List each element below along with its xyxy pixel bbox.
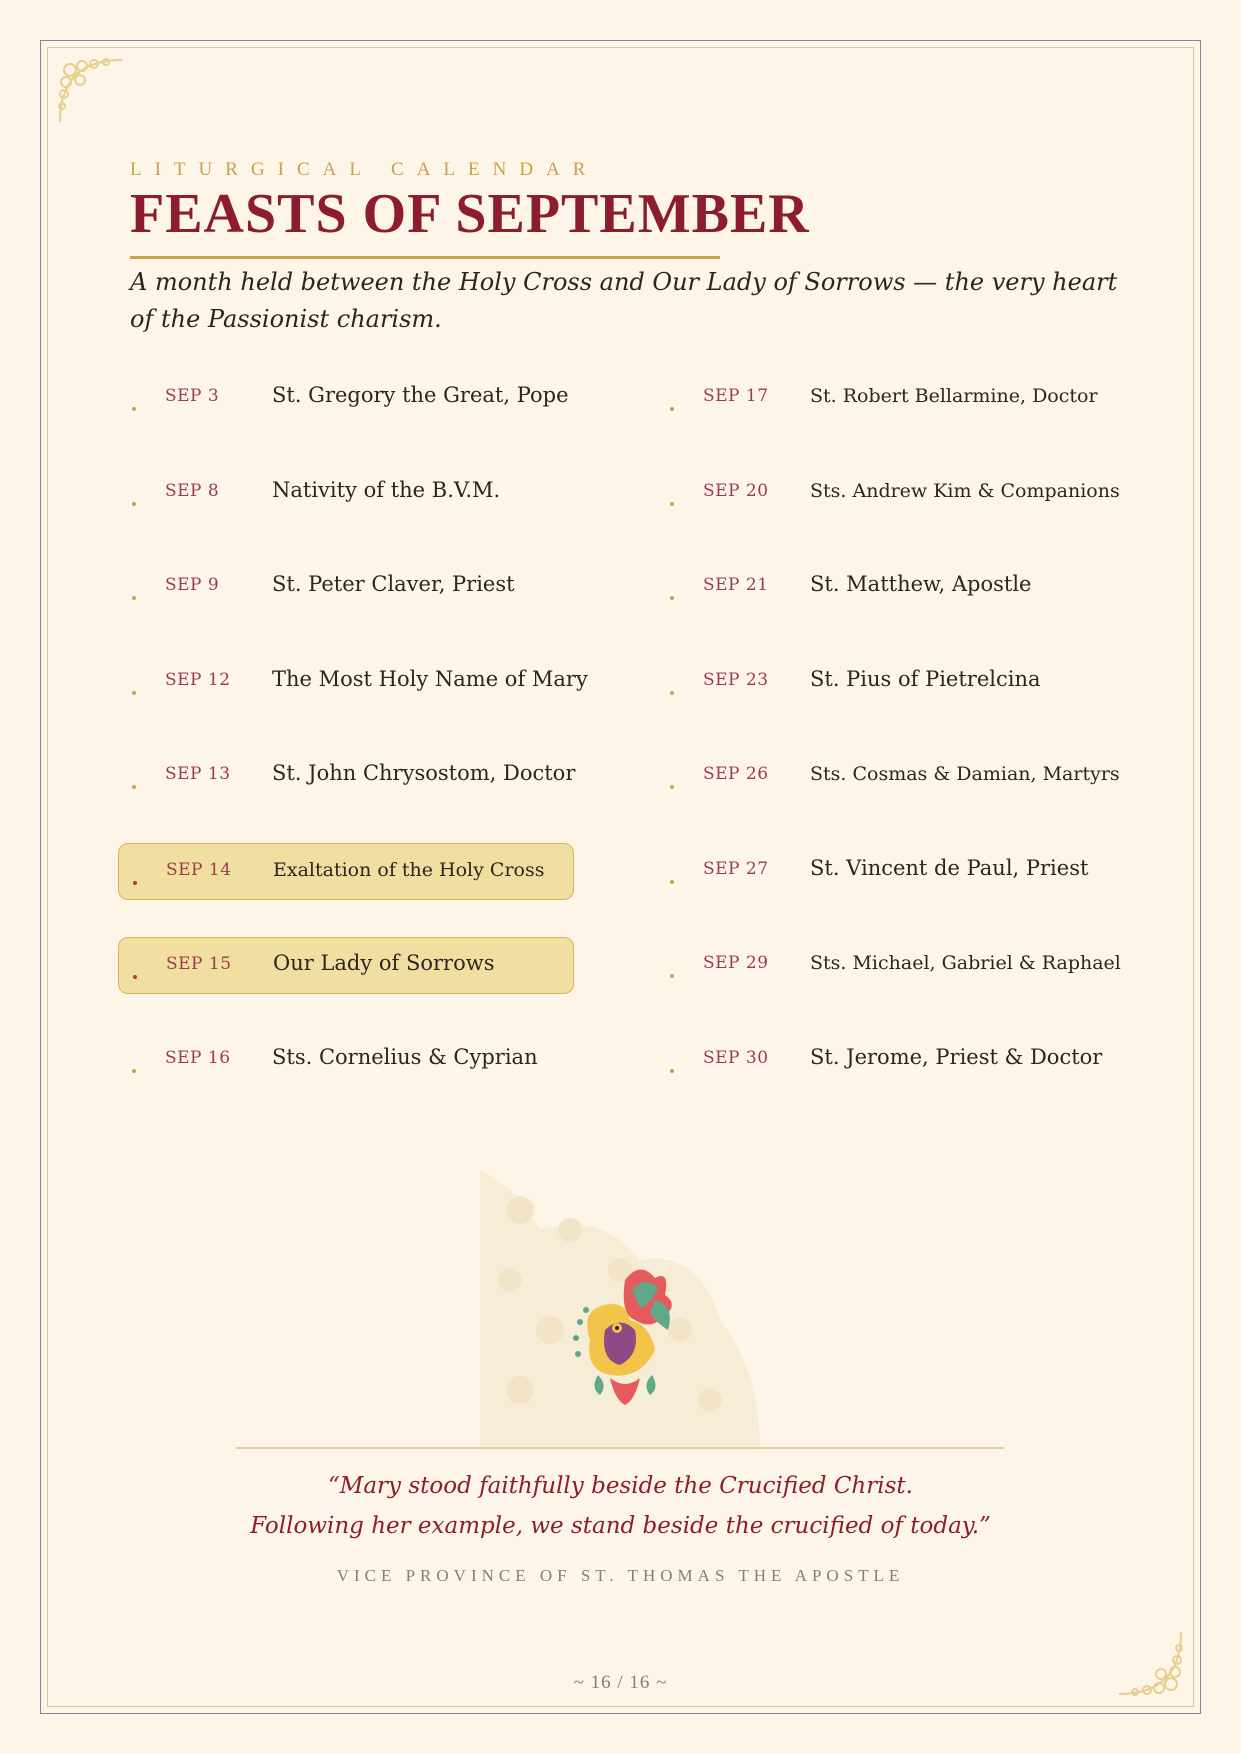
feast-name: The Most Holy Name of Mary [272, 666, 588, 691]
feast-name: Sts. Michael, Gabriel & Raphael [810, 952, 1121, 974]
bullet-dot-icon [132, 407, 136, 411]
feast-name: St. Peter Claver, Priest [272, 572, 515, 596]
feast-list-right [656, 370, 1131, 1126]
bullet-dot-icon [670, 502, 674, 506]
section-kicker: LITURGICAL CALENDAR [130, 159, 599, 180]
bullet-dot-icon [670, 785, 674, 789]
feast-list-left [118, 370, 593, 1126]
page-number: ~ 16 / 16 ~ [573, 1672, 668, 1693]
feast-row [656, 654, 1131, 711]
title-underline [130, 256, 720, 259]
feast-row [656, 559, 1131, 616]
page-header [130, 158, 810, 259]
feast-name: St. Pius of Pietrelcina [810, 666, 1041, 691]
feast-row [656, 843, 1131, 900]
knotwork-corner-icon [1109, 1622, 1189, 1702]
feast-date: SEP 17 [703, 386, 769, 406]
feast-name: Nativity of the B.V.M. [272, 477, 501, 502]
bullet-dot-icon [670, 880, 674, 884]
bullet-dot-icon [132, 785, 136, 789]
feast-date: SEP 30 [703, 1047, 769, 1068]
feast-date: SEP 26 [703, 764, 769, 784]
bullet-dot-icon [132, 691, 136, 695]
bullet-dot-icon [133, 881, 137, 885]
bullet-dot-icon [670, 691, 674, 695]
bullet-dot-icon [132, 502, 136, 506]
feast-row [118, 559, 593, 616]
page-title: FEASTS OF SEPTEMBER [130, 183, 810, 245]
feast-row-highlighted [118, 843, 574, 900]
bullet-dot-icon [132, 596, 136, 600]
feast-date: SEP 8 [165, 480, 220, 501]
feast-date: SEP 14 [166, 859, 232, 880]
feast-date: SEP 16 [165, 1047, 231, 1068]
feast-date: SEP 13 [165, 764, 231, 784]
feast-date: SEP 12 [165, 669, 231, 690]
feast-row [118, 748, 593, 805]
feast-date: SEP 9 [165, 575, 220, 595]
closing-quote [150, 1466, 1091, 1546]
bullet-dot-icon [670, 407, 674, 411]
quote-line-2: Following her example, we stand beside the crucified of today.” [250, 1513, 991, 1539]
feast-name: Sts. Cornelius & Cyprian [272, 1044, 538, 1069]
feast-name: Sts. Andrew Kim & Companions [810, 479, 1120, 502]
organization-name: VICE PROVINCE OF ST. THOMAS THE APOSTLE [336, 1566, 905, 1585]
bullet-dot-icon [132, 1069, 136, 1073]
feast-date: SEP 23 [703, 669, 769, 690]
bullet-dot-icon [133, 975, 137, 979]
feast-row [118, 370, 593, 427]
feast-name: St. Jerome, Priest & Doctor [810, 1044, 1103, 1069]
bullet-dot-icon [670, 974, 674, 978]
intro-text: A month held between the Holy Cross and Our Lady of Sorrows — the very heart of the Passionist charism. [130, 268, 1118, 333]
feast-date: SEP 27 [703, 858, 769, 879]
bullet-dot-icon [670, 596, 674, 600]
feast-name: St. Matthew, Apostle [810, 572, 1032, 596]
feast-row [656, 465, 1131, 522]
feast-row [656, 370, 1131, 427]
feast-date: SEP 3 [165, 386, 220, 406]
feast-date: SEP 20 [703, 480, 769, 501]
feast-row-highlighted [118, 937, 574, 994]
bullet-dot-icon [670, 1069, 674, 1073]
feast-name: St. John Chrysostom, Doctor [272, 761, 576, 785]
feast-name: Sts. Cosmas & Damian, Martyrs [810, 763, 1120, 785]
feast-row [656, 1032, 1131, 1089]
feast-row [118, 654, 593, 711]
feast-date: SEP 21 [703, 575, 769, 595]
feast-date: SEP 15 [166, 954, 232, 974]
feast-row [656, 748, 1131, 805]
knotwork-corner-icon [52, 52, 132, 132]
ornament-divider [236, 1447, 1004, 1449]
feast-row [118, 465, 593, 522]
feast-row [656, 937, 1131, 994]
feast-name: Our Lady of Sorrows [273, 951, 495, 975]
feast-name: St. Gregory the Great, Pope [272, 383, 569, 407]
feast-name: St. Robert Bellarmine, Doctor [810, 385, 1098, 407]
feast-row [118, 1032, 593, 1089]
peacock-mandala-icon [480, 1170, 760, 1450]
feast-name: St. Vincent de Paul, Priest [810, 855, 1089, 880]
feast-date: SEP 29 [703, 953, 769, 973]
feast-name: Exaltation of the Holy Cross [273, 858, 545, 881]
quote-line-1: “Mary stood faithfully beside the Crucified Christ. [328, 1473, 913, 1499]
